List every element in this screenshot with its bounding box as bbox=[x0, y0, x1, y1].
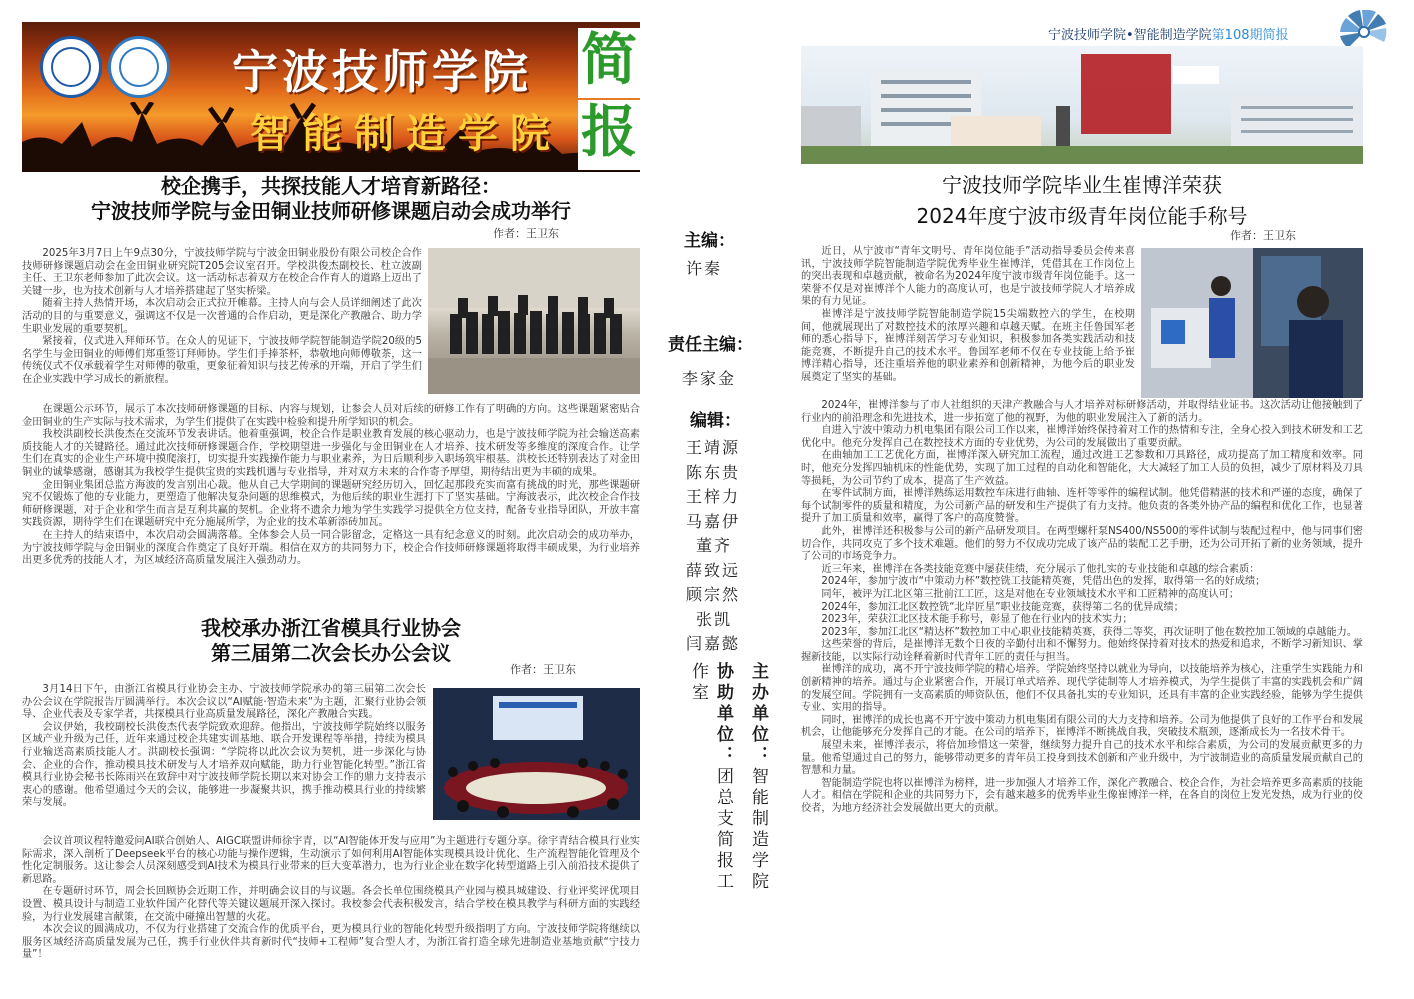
issue-number: 第108期简报 bbox=[1211, 28, 1289, 43]
article3-paragraph: 智能制造学院也将以崔博洋为榜样，进一步加强人才培养工作，深化产教融合、校企合作，为社会培养更多高素质的技能人才。相信在学院和企业的共同努力下，会有越来越多的优秀毕业生像崔博洋一样，在各自的岗位上发光发热，成为行业的佼佼者，为地方经济社会发展做出更大的贡献。 bbox=[801, 777, 1363, 814]
campus-banner-photo bbox=[801, 46, 1363, 164]
article2-paragraph: 会议伊始，我校副校长洪俊杰代表学院致欢迎辞。他指出，宁波技师学院始终以服务区域产业升级为己任，近年来通过校企共建实训基地、联合开发课程等举措，持续为模具行业输送高素质技能人才。洪副校长强调：“学院将以此次会议为契机，进一步深化与协会、企业的合作，推动模具技术研发与人才培养双向赋能，助力行业智能化转型。”浙江省模具行业协会秘书长陈雨兴在致辞中对宁波技师学院长期以来对协会工作的鼎力支持表示衷心的感谢。他希望通过今天的会议，能够进一步凝聚共识，携手推动模具行业的持续繁荣与发展。 bbox=[22, 721, 426, 809]
assist-unit-name: 团总支简报工作室 bbox=[688, 662, 733, 893]
editor-name: 马嘉伊 bbox=[686, 511, 741, 531]
article2-body-top bbox=[22, 684, 426, 810]
editor-name: 陈东贵 bbox=[686, 462, 741, 482]
article3-paragraph: 自进入宁波中策动力机电集团有限公司工作以来，崔博洋始终保持着对工作的热情和专注，全身心投入到技术研发和工艺优化中。他充分发挥自己在数控技术方面的专业优势，为公司的发展做出了重要贡献。 bbox=[801, 425, 1363, 449]
article3-author: 作者：王卫东 bbox=[1230, 229, 1296, 242]
assist-unit bbox=[686, 662, 736, 902]
article1-paragraph: 随着主持人热情开场，本次启动会正式拉开帷幕。主持人向与会人员详细阐述了此次活动的目的与重要意义，强调这不仅是一次普通的合作启动，更是深化产教融合、助力学生职业发展的重要契机。 bbox=[22, 298, 422, 335]
article3-paragraph: 此外，崔博洋还积极参与公司的新产品研发项目。在两型螺杆泵NS400/NS500的零件试制与装配过程中，他与同事们密切合作，共同攻克了多个技术难题。他们的努力不仅成功完成了该产品的装配工艺手册，还为公司开拓了新的业务领域，提升了公司的市场竞争力。 bbox=[801, 525, 1363, 563]
editors-list bbox=[686, 436, 746, 657]
article2-paragraph: 3月14日下午，由浙江省模具行业协会主办、宁波技师学院承办的第三届第二次会长办公会议在学院报告厅圆满举行。本次会议以“AI赋能·智造未来”为主题，汇聚行业协会领导、企业代表及专家学者，共探模具行业高质量发展路径，深化产教融合实践。 bbox=[22, 684, 426, 721]
article3-paragraph: 近日，从宁波市“青年文明号、青年岗位能手”活动指导委员会传来喜讯，宁波技师学院智能制造学院优秀毕业生崔博洋，凭借其在工作岗位上的突出表现和卓越贡献，被命名为2024年度宁波市级青年岗位能手。这一荣誉不仅是对崔博洋个人能力的高度认可，也是宁波技师学院人才培养成果的有力见证。 bbox=[801, 246, 1135, 308]
responsible-editor-label: 责任主编： bbox=[668, 335, 753, 355]
masthead-title: 宁波技师学院 bbox=[232, 45, 532, 99]
article2-title-line2: 第三届第二次会长办公会议 bbox=[211, 641, 451, 665]
article3-paragraph: 崔博洋是宁波技师学院智能制造学院15尖端数控六的学生，在校期间，他就展现出了对数控技术的浓厚兴趣和卓越天赋。在班主任鲁国军老师的悉心指导下，崔博洋刻苦学习专业知识，积极参加各类实践活动和技能竞赛，不断提升自己的技术水平。鲁国军老师不仅在专业技能上给予崔博洋精心指导，还注重培养他的职业素养和创新精神，为他今后的职业发展奠定了坚实的基础。 bbox=[801, 308, 1135, 383]
article1-body-bottom bbox=[22, 404, 640, 568]
masthead-banner bbox=[22, 22, 640, 172]
article3-award: 2024年，参加江北区数控铣“北岸匠星”职业技能竞赛，获得第二名的优异成绩； bbox=[821, 601, 1184, 613]
article1-paragraph: 在课题公示环节，展示了本次技师研修课题的目标、内容与规划，让参会人员对后续的研修工作有了明确的方向。这些课题紧密贴合金田铜业的生产实际与技术需求，为学生们提供了在实践中检验和提升所学知识的机会。 bbox=[22, 404, 640, 428]
editor-name: 王梓力 bbox=[686, 487, 741, 506]
article3-body-top bbox=[801, 246, 1135, 385]
article2-meeting-photo bbox=[433, 688, 640, 820]
article3-paragraph: 展望未来，崔博洋表示，将倍加珍惜这一荣誉，继续努力提升自己的技术水平和综合素质，为公司的发展贡献更多的力量。他希望通过自己的努力，能够带动更多的青年员工投身到技术创新和产业升级中，为宁波制造业的高质量发展贡献自己的智慧和力量。 bbox=[801, 740, 1363, 777]
article2-author: 作者：王卫东 bbox=[510, 663, 576, 676]
editor-name: 薛致远 bbox=[686, 560, 741, 580]
issue-header bbox=[1048, 24, 1289, 43]
host-unit bbox=[746, 662, 771, 902]
chief-editor-name: 许秦 bbox=[686, 259, 723, 278]
editor-name: 张凯 bbox=[696, 609, 733, 629]
article2-paragraph: 本次会议的圆满成功，不仅为行业搭建了交流合作的优质平台，更为模具行业的智能化转型升级指明了方向。宁波技师学院将继续以服务区域经济高质量发展为己任，携手行业伙伴共育新时代“技师+工程师”复合型人才，为浙江省打造全球先进制造业基地贡献“宁技力量”！ bbox=[22, 924, 640, 961]
article3-paragraph: 崔博洋的成功，离不开宁波技师学院的精心培养。学院始终坚持以就业为导向，以技能培养为核心，注重学生实践能力和创新精神的培养。通过与企业紧密合作，开展订单式培养、现代学徒制等人才培养模式，为学生提供了丰富的实践机会和广阔的发展空间。学院拥有一支高素质的师资队伍，他们不仅具备扎实的专业知识，还具有丰富的企业实践经验，能够为学生提供专业、实用的指导。 bbox=[801, 664, 1363, 714]
article3-award: 2023年，荣获江北区技术能手称号，彰显了他在行业内的技术实力； bbox=[821, 614, 1133, 626]
host-unit-label: 主办单位： bbox=[748, 662, 768, 767]
article2-body-bottom bbox=[22, 836, 640, 962]
article1-paragraph: 在主持人的结束语中，本次启动会圆满落幕。全体参会人员一同合影留念，定格这一具有纪念意义的时刻。此次启动会的成功举办，为宁波技师学院与金田铜业的深度合作奠定了良好开端。相信在双方的共同努力下，校企合作技师研修课题将取得丰硕成果，为行业培养出更多优秀的技能人才，为区域经济高质量发展注入强劲动力。 bbox=[22, 529, 640, 567]
article1-author: 作者：王卫东 bbox=[493, 227, 559, 240]
assist-unit-label: 协助单位： bbox=[713, 662, 733, 767]
masthead-label-bottom: 报 bbox=[578, 100, 640, 170]
article3-award: 同年，被评为江北区第三批前江工匠，这是对他在专业领域技术水平和工匠精神的高度认可； bbox=[821, 588, 1240, 600]
article1-body-top bbox=[22, 248, 422, 387]
article3-paragraph: 在曲轴加工工艺优化方面，崔博洋深入研究加工流程，通过改进工艺参数和刀具路径，成功提高了加工精度和效率。同时，他充分发挥四轴机床的性能优势，实现了加工过程的自动化和智能化，大大减轻了加工人员的负担，减少了原材料及刀具等损耗，为公司节约了成本，提高了生产效益。 bbox=[801, 450, 1363, 487]
article3-body-bottom bbox=[801, 400, 1363, 816]
editor-name: 王靖源 bbox=[686, 438, 741, 457]
article3-award: 2023年，参加江北区“精达杯”数控加工中心职业技能精英赛，获得二等奖，再次证明了他在数控加工领域的卓越能力。 bbox=[821, 626, 1358, 638]
masthead-subtitle: 智能制造学院 bbox=[250, 110, 562, 157]
organizers bbox=[686, 662, 771, 902]
article1-title bbox=[22, 174, 640, 224]
article3-paragraph: 这些荣誉的背后，是崔博洋无数个日夜的辛勤付出和不懈努力。他始终保持着对技术的热爱和追求，不断学习新知识、掌握新技能，以实际行动诠释着新时代青年工匠的责任与担当。 bbox=[801, 639, 1363, 663]
article2-title-line1: 我校承办浙江省模具行业协会 bbox=[201, 616, 461, 640]
college-logo-left bbox=[40, 36, 102, 98]
article1-paragraph: 金田铜业集团总监方海波的发言别出心裁。他从自己大学期间的课题研究经历切入，回忆起那段充实而富有挑战的时光，那些课题研究不仅锻炼了他的专业能力，更塑造了他解决复杂问题的思维模式，为他后续的职业生涯打下了坚实基础。宁海波表示，此次校企合作技师研修课题，对于企业和学生而言是互利共赢的契机。企业将不遗余力地为学生实践学习提供全方位支持，配备专业指导团队，开放丰富实践资源，期待学生们在课题研究中充分施展所学，为企业的技术革新添砖加瓦。 bbox=[22, 479, 640, 529]
chief-editor-label: 主编： bbox=[684, 231, 735, 251]
article3-award: 2024年，参加宁波市“中策动力杯”数控铣工技能精英赛，凭借出色的发挥，取得第一名的好成绩； bbox=[821, 576, 1266, 588]
article1-paragraph: 紧接着，仪式进入拜师环节。在众人的见证下，宁波技师学院智能制造学院20级的5名学生与金田铜业的师傅们郑重签订拜师协。学生们手捧茶杯，恭敬地向师傅敬茶，这一传统仪式不仅承载着学生对师傅的敬重，更象征着知识与技艺传承的开端，开启了学生们在企业实践中学习成长的新旅程。 bbox=[22, 336, 422, 385]
article1-title-line1: 校企携手，共探技能人才培育新路径： bbox=[161, 174, 501, 198]
editor-name: 董齐 bbox=[696, 536, 733, 555]
article1-paragraph: 我校洪副校长洪俊杰在交流环节发表讲话。他着重强调，校企合作是职业教育发展的核心驱动力，也是宁波技师学院为社会输送高素质技能人才的关键路径。通过此次技师研修课题合作，学校期望进一步强化与金田铜业在人才培养、技术研发等多维度的深度合作。让学生们在真实的企业生产环境中摸爬滚打，切实提升实践操作能力与职业素养，为日后顺利步入职场筑牢根基。洪校长还特别表达了对金田铜业的诚挚感谢，感谢其为我校学生提供宝贵的实践机遇与专业指导，并对双方未来的合作寄予厚望，期待结出更为丰硕的成果。 bbox=[22, 429, 640, 478]
article3-paragraph: 近三年来，崔博洋在各类技能竞赛中屡获佳绩，充分展示了他扎实的专业技能和卓越的综合素质： bbox=[821, 563, 1260, 575]
issue-header-prefix: 宁波技师学院•智能制造学院 bbox=[1048, 28, 1212, 43]
article3-title bbox=[801, 170, 1363, 232]
editor-name: 闫嘉懿 bbox=[686, 634, 741, 653]
article2-title bbox=[22, 616, 640, 666]
responsible-editor-name: 李家金 bbox=[682, 369, 737, 388]
article2-paragraph: 在专题研讨环节，周会长回顾协会近期工作，并明确会议目的与议题。各会长单位围绕模具产业园与模具城建设、行业评奖评优项目设置、模具设计与制造工业软件国产化替代等关键议题展开深入探讨。我校参会代表积极发言，结合学校在模具教学与科研方面的实践经验，为行业发展建言献策，在交流中碰撞出智慧的火花。 bbox=[22, 886, 640, 923]
editor-name: 顾宗然 bbox=[686, 585, 741, 604]
article3-paragraph: 同时，崔博洋的成长也离不开宁波中策动力机电集团有限公司的大力支持和培养。公司为他提供了良好的工作平台和发展机会，让他能够充分发挥自己的才能。在公司的培养下，崔博洋不断挑战自我，突破技术瓶颈，逐渐成长为一名技术骨干。 bbox=[801, 714, 1363, 739]
article3-title-line2: 2024年度宁波市级青年岗位能手称号 bbox=[916, 204, 1248, 228]
article1-paragraph: 2025年3月7日上午9点30分，宁波技师学院与宁波金田铜业股份有限公司校企合作技师研修课题启动会在金田铜业研究院T205会议室召开。学校洪俊杰副校长、杜立波副主任、王卫东老师参加了此次会议。这一活动标志着双方在校企合作育人的道路上迈出了关键一步，也为技术创新与人才培养搭建起了坚实桥梁。 bbox=[22, 248, 422, 297]
article3-title-line1: 宁波技师学院毕业生崔博洋荣获 bbox=[942, 173, 1222, 197]
article3-paragraph: 在零件试制方面，崔博洋熟练运用数控车床进行曲轴、连杆等零件的编程试制。他凭借精湛的技术和严谨的态度，确保了每个试制零件的质量和精度，为公司新产品的研发和生产提供了有力支持。他负责的各类外协产品的编程和优化工作，也显著提升了加工质量和效率，赢得了客户的高度赞誉。 bbox=[801, 488, 1363, 525]
article3-paragraph: 2024年，崔博洋参与了市人社组织的天津产教融合与人才培养对标研修活动，并取得结业证书。这次活动让他接触到了行业内的前沿理念和先进技术，进一步拓宽了他的视野，为他的职业发展注入了新的活力。 bbox=[801, 400, 1363, 424]
host-unit-name: 智能制造学院 bbox=[748, 767, 768, 893]
article1-title-line2: 宁波技师学院与金田铜业技师研修课题启动会成功举行 bbox=[91, 199, 571, 223]
article3-worker-photo bbox=[1141, 248, 1363, 398]
college-logo-right bbox=[108, 36, 170, 98]
editors-label: 编辑： bbox=[690, 411, 741, 431]
masthead-label-top: 简 bbox=[578, 28, 640, 98]
article1-group-photo bbox=[428, 248, 640, 394]
article2-paragraph: 会议首项议程特邀爱问AI联合创始人、AIGC联盟讲师徐宇青，以“AI智能体开发与应用”为主题进行专题分享。徐宇青结合模具行业实际需求，深入剖析了Deepseek平台的核心功能与操作逻辑，生动演示了如何利用AI智能体实现模具设计优化、生产流程智能化管理及个性化定制服务。这让参会人员深刻感受到AI技术为模具行业带来的巨大变革潜力，也为行业企业在数字化转型道路上引入前沿技术提供了新思路。 bbox=[22, 836, 640, 885]
